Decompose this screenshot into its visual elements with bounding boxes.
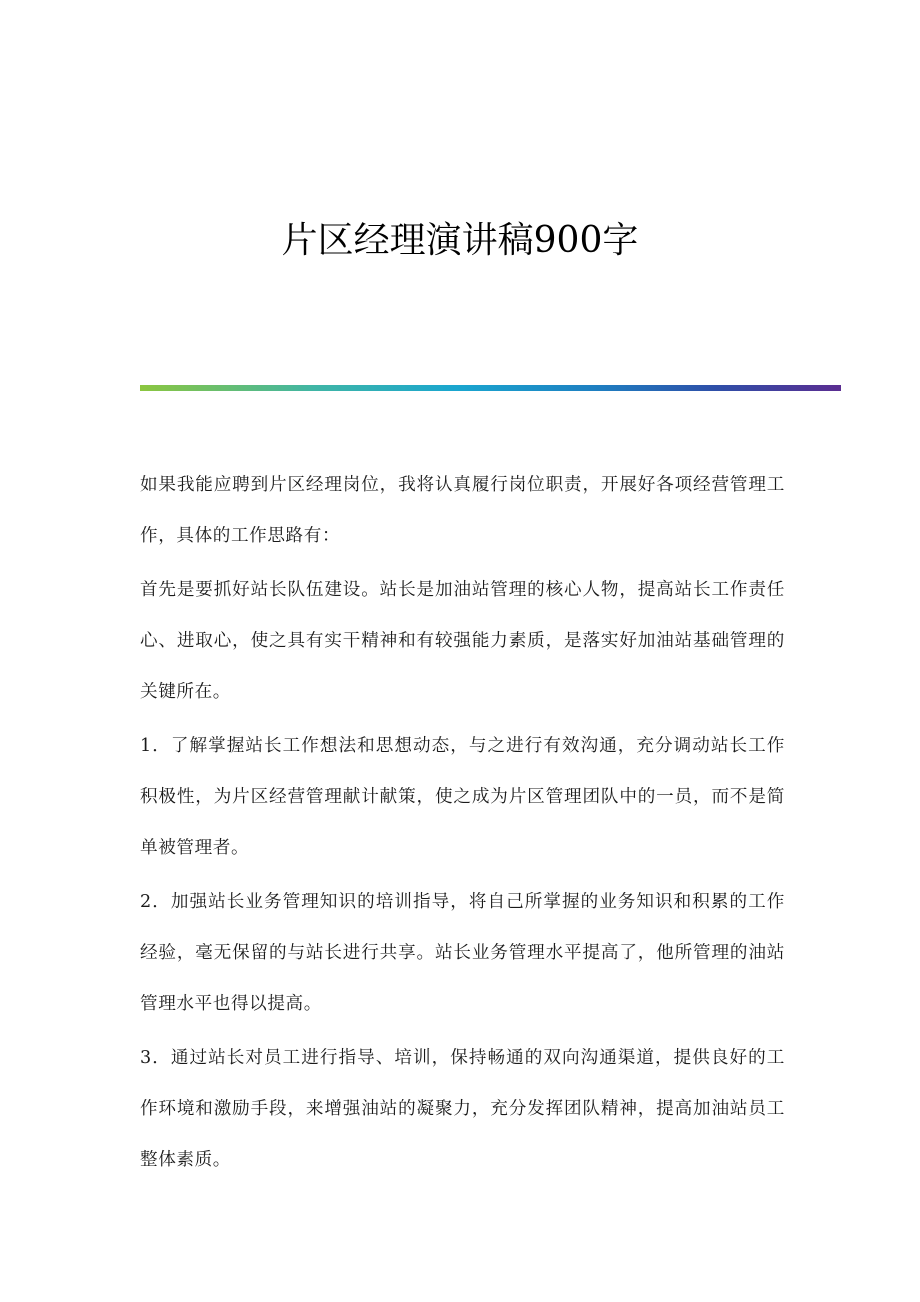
paragraph-first-point: 首先是要抓好站长队伍建设。站长是加油站管理的核心人物，提高站长工作责任心、进取心，使之具有实干精神和有较强能力素质，是落实好加油站基础管理的关键所在。 xyxy=(140,580,785,702)
paragraph-item-1: 1．了解掌握站长工作想法和思想动态，与之进行有效沟通，充分调动站长工作积极性，为片区经营管理献计献策，使之成为片区管理团队中的一员，而不是简单被管理者。 xyxy=(140,736,785,858)
paragraph-item-3: 3．通过站长对员工进行指导、培训，保持畅通的双向沟通渠道，提供良好的工作环境和激励手段，来增强油站的凝聚力，充分发挥团队精神，提高加油站员工整体素质。 xyxy=(140,1048,785,1170)
paragraph-intro: 如果我能应聘到片区经理岗位，我将认真履行岗位职责，开展好各项经营管理工作，具体的工作思路有： xyxy=(140,475,785,546)
paragraph-item-2: 2．加强站长业务管理知识的培训指导，将自己所掌握的业务知识和积累的工作经验，毫无保留的与站长进行共享。站长业务管理水平提高了，他所管理的油站管理水平也得以提高。 xyxy=(140,892,785,1014)
document-body xyxy=(140,460,785,1189)
title-divider xyxy=(140,385,841,391)
document-title: 片区经理演讲稿900字 xyxy=(281,220,639,261)
